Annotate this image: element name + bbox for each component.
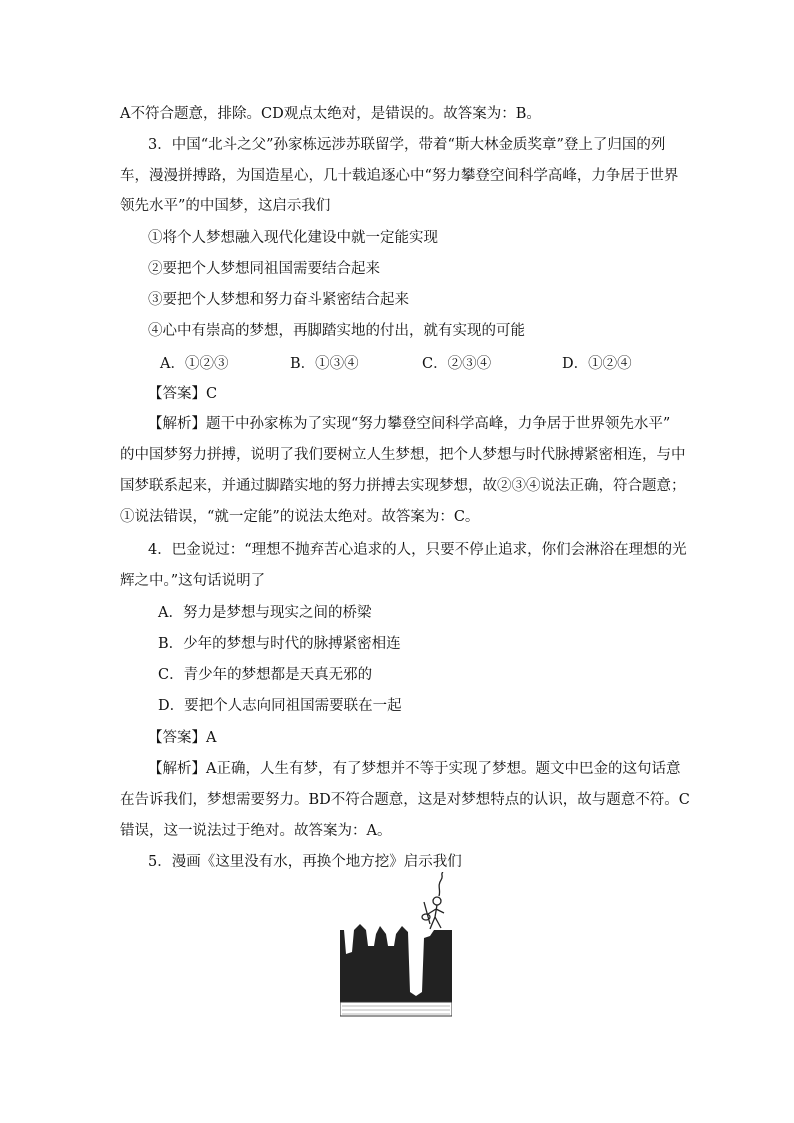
text-line: 领先水平”的中国梦，这启示我们	[120, 198, 331, 214]
analysis-text: 【解析】题干中孙家栋为了实现“努力攀登空间科学高峰，力争居于世界领先水平”	[148, 416, 671, 432]
text-line: 在告诉我们，梦想需要努力。BD不符合题意，这是对梦想特点的认识，故与题意不符。C	[120, 792, 690, 808]
text-line: ①说法错误，“就一定能”的说法太绝对。故答案为：C。	[120, 509, 480, 525]
text-line: 车，漫漫拼搏路，为国造星心，几十载追逐心中“努力攀登空间科学高峰，力争居于世界	[120, 168, 679, 184]
question-5-stem: 5．漫画《这里没有水，再换个地方挖》启示我们	[148, 854, 462, 870]
option-b: B．①③④	[290, 356, 359, 372]
option-b: B．少年的梦想与时代的脉搏紧密相连	[158, 636, 401, 652]
cartoon-illustration	[340, 872, 452, 1024]
statement-1: ①将个人梦想融入现代化建设中就一定能实现	[148, 230, 438, 246]
option-a: A．①②③	[160, 356, 229, 372]
option-d: D．要把个人志向同祖国需要联在一起	[158, 698, 402, 714]
answer-label: 【答案】A	[148, 730, 217, 746]
text-line: 辉之中。”这句话说明了	[120, 573, 266, 589]
statement-2: ②要把个人梦想同祖国需要结合起来	[148, 261, 380, 277]
text-line: 错误，这一说法过于绝对。故答案为：A。	[120, 823, 392, 839]
option-c: C．青少年的梦想都是天真无邪的	[158, 667, 373, 683]
option-a: A．努力是梦想与现实之间的桥梁	[158, 605, 372, 621]
question-4-stem: 4．巴金说过：“理想不抛弃苦心追求的人，只要不停止追求，你们会淋浴在理想的光	[148, 542, 687, 558]
question-3-stem: 3．中国“北斗之父”孙家栋远涉苏联留学，带着“斯大林金质奖章”登上了归国的列	[148, 137, 666, 153]
answer-label: 【答案】C	[148, 386, 218, 402]
option-d: D．①②④	[562, 356, 632, 372]
statement-3: ③要把个人梦想和努力奋斗紧密结合起来	[148, 292, 409, 308]
statement-4: ④心中有崇高的梦想，再脚踏实地的付出，就有实现的可能	[148, 323, 525, 339]
text-line: 国梦联系起来，并通过脚踏实地的努力拼搏去实现梦想，故②③④说法正确，符合题意；	[120, 478, 686, 494]
text-line: A不符合题意，排除。CD观点太绝对，是错误的。故答案为：B。	[120, 106, 541, 122]
text-line: 的中国梦努力拼搏，说明了我们要树立人生梦想，把个人梦想与时代脉搏紧密相连，与中	[120, 447, 686, 463]
option-c: C．②③④	[422, 356, 492, 372]
analysis-text: 【解析】A正确，人生有梦，有了梦想并不等于实现了梦想。题文中巴金的这句话意	[148, 761, 681, 777]
